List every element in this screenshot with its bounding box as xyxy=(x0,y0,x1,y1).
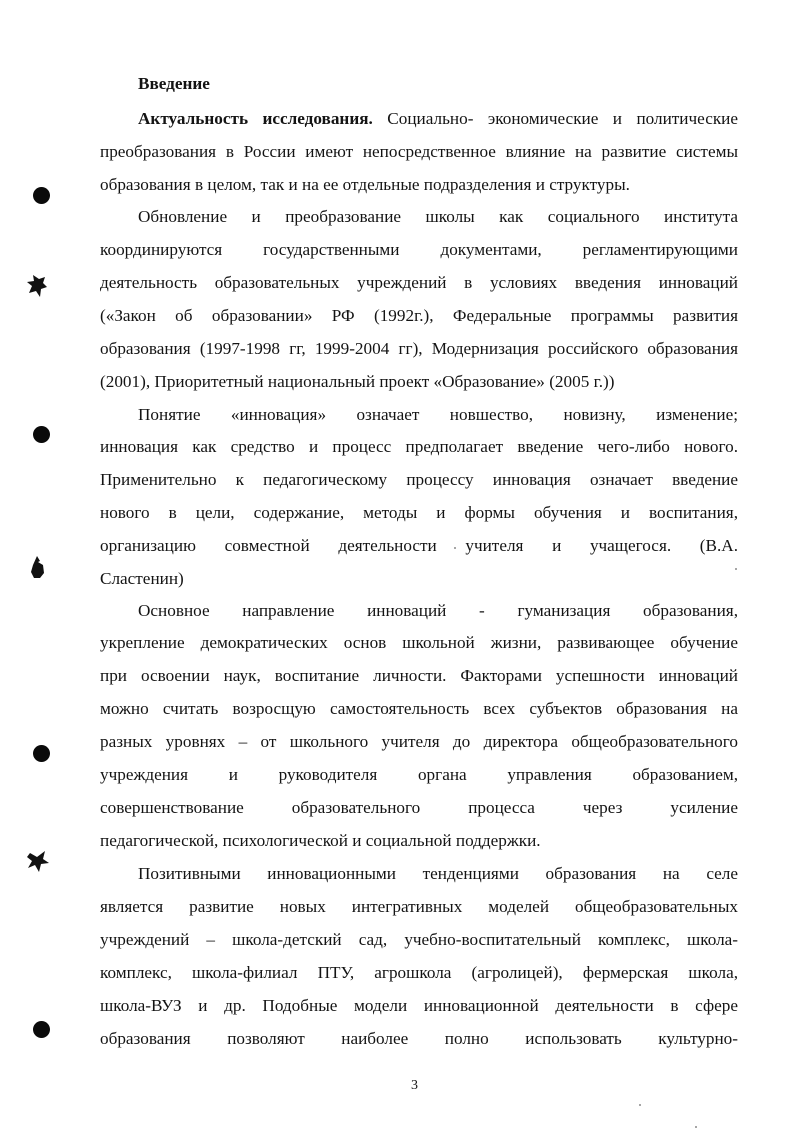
text-line-10: Понятие «инновация» означает новшество, новизну, изменение; xyxy=(138,405,738,424)
torn-hole-mark-3 xyxy=(23,847,53,877)
page-number: 3 xyxy=(411,1078,418,1093)
text-line-18: при освоении наук, воспитание личности. Факторами успешности инноваций xyxy=(100,666,738,685)
text-line-26: учреждений – школа-детский сад, учебно-воспитательный комплекс, школа- xyxy=(100,930,738,949)
text-line-5: координируются государственными документами, регламентирующими xyxy=(100,240,738,259)
text-line-4: Обновление и преобразование школы как социального института xyxy=(138,207,738,226)
text-line-24: Позитивными инновационными тенденциями образования на селе xyxy=(138,864,738,883)
text-line-19: можно считать возросщую самостоятельность всех субъектов образования на xyxy=(100,699,738,718)
text-line-3: образования в целом, так и на ее отдельные подразделения и структуры. xyxy=(100,175,630,194)
binder-hole-1 xyxy=(33,187,50,204)
text-line-23: педагогической, психологической и социальной поддержки. xyxy=(100,831,541,850)
text-line-14: организацию совместной деятельности учителя и учащегося. (В.А. xyxy=(100,536,738,555)
text-line-20: разных уровнях – от школьного учителя до директора общеобразовательного xyxy=(100,732,738,751)
text-line-21: учреждения и руководителя органа управления образованием, xyxy=(100,765,738,784)
torn-hole-mark-1 xyxy=(23,271,53,301)
lead-bold-text: Актуальность исследования. xyxy=(138,109,373,128)
text-line-9: (2001), Приоритетный национальный проект «Образование» (2005 г.)) xyxy=(100,372,615,391)
text-line-6: деятельность образовательных учреждений в условиях введения инноваций xyxy=(100,273,738,292)
text-line-15: Сластенин) xyxy=(100,569,184,588)
text-line-17: укрепление демократических основ школьной жизни, развивающее обучение xyxy=(100,633,738,652)
text-line-16: Основное направление инноваций - гуманизация образования, xyxy=(138,601,738,620)
text-line-25: является развитие новых интегративных моделей общеобразовательных xyxy=(100,897,738,916)
text-line-8: образования (1997-1998 гг, 1999-2004 гг), Модернизация российского образования xyxy=(100,339,738,358)
line-1-rest: Социально- экономические и политические xyxy=(372,109,739,128)
text-line-22: совершенствование образовательного процесса через усиление xyxy=(100,798,738,817)
text-line-2: преобразования в России имеют непосредственное влияние на развитие системы xyxy=(100,142,738,161)
scan-speck xyxy=(639,1104,641,1106)
text-line-7: («Закон об образовании» РФ (1992г.), Федеральные программы развития xyxy=(100,306,738,325)
text-line-11: инновация как средство и процесс предполагает введение чего-либо нового. xyxy=(100,437,738,456)
binder-hole-3 xyxy=(33,745,50,762)
scan-speck xyxy=(695,1126,697,1128)
text-line-12: Применительно к педагогическому процессу инновация означает введение xyxy=(100,470,738,489)
binder-hole-4 xyxy=(33,1021,50,1038)
section-heading: Введение xyxy=(138,74,210,93)
text-line-29: образования позволяют наиболее полно использовать культурно- xyxy=(100,1029,738,1048)
binder-hole-2 xyxy=(33,426,50,443)
torn-hole-mark-2 xyxy=(23,553,53,583)
text-line-13: нового в цели, содержание, методы и формы обучения и воспитания, xyxy=(100,503,738,522)
text-line-1 xyxy=(138,108,738,130)
text-line-27: комплекс, школа-филиал ПТУ, агрошкола (агролицей), фермерская школа, xyxy=(100,963,738,982)
text-line-28: школа-ВУЗ и др. Подобные модели инновационной деятельности в сфере xyxy=(100,996,738,1015)
